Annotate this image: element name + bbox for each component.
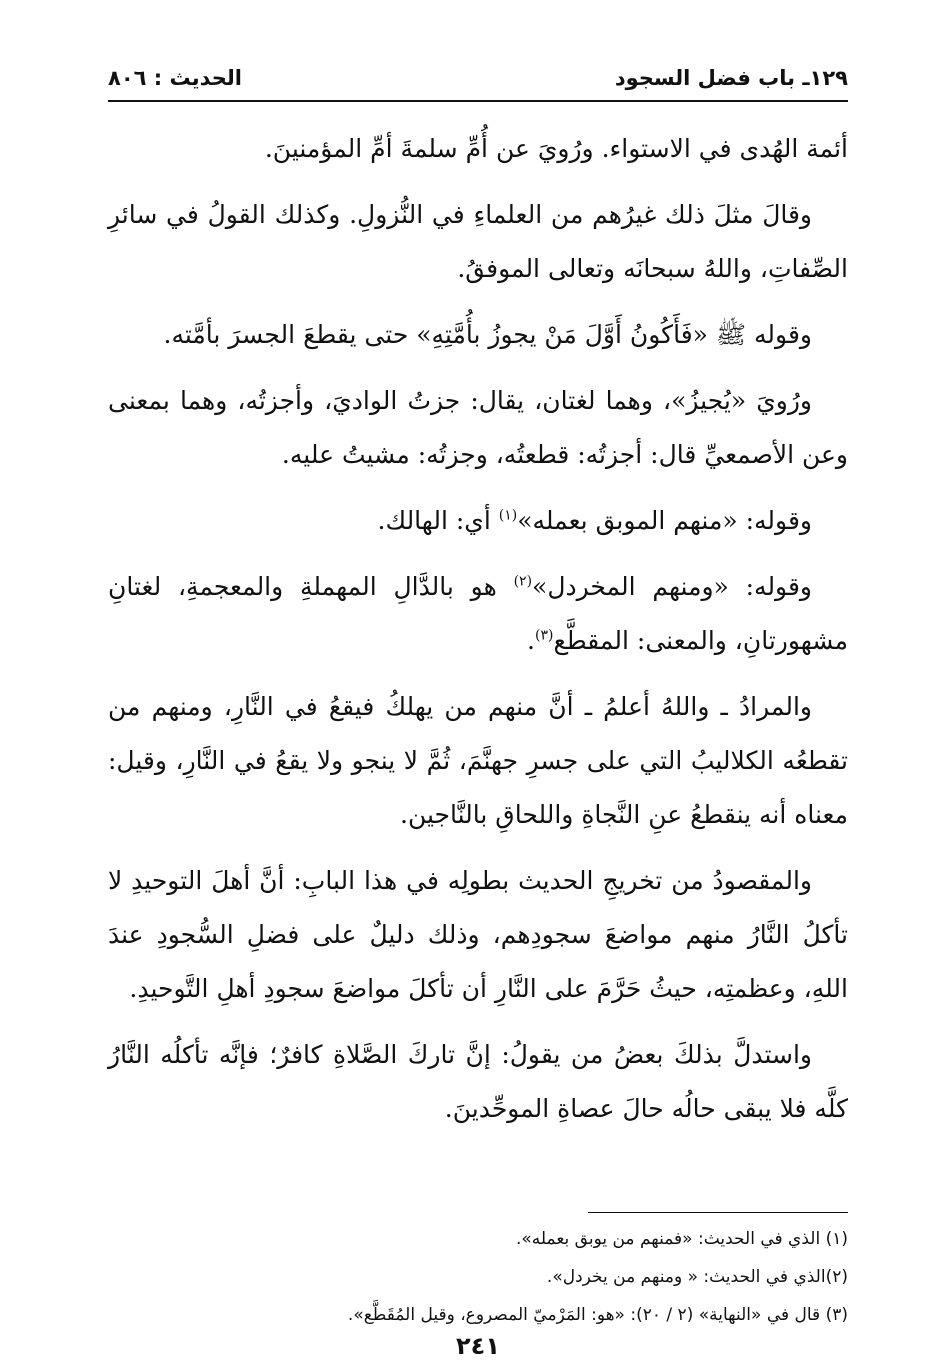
paragraph: وقوله ﷺ «فَأَكُونُ أَوَّلَ مَنْ يجوزُ بأُمَّتِهِ» حتى يقطعَ الجسرَ بأمَّته.: [163, 320, 812, 349]
chapter-title: ١٢٩ـ باب فضل السجود: [614, 66, 848, 90]
paragraph: والمرادُ ـ واللهُ أعلمُ ـ أنَّ منهم من يهلكُ فيقعُ في النَّارِ، ومنهم من تقطعُه الكلاليبُ التي على جسرِ جهنَّمَ، ثُمَّ لا ينجو ولا يقعُ في النَّارِ، وقيل: معناه أنه ينقطعُ عنِ النَّجاةِ واللحاقِ بالنَّاجين.: [108, 692, 848, 829]
footnote-marker: (٣): [535, 627, 554, 644]
paragraph-text: أي: الهالك.: [377, 506, 499, 535]
footnote: (٢)الذي في الحديث: « ومنهم من يخردل».: [546, 1267, 848, 1287]
document-page: [108, 60, 848, 1360]
paragraph: أئمة الهُدى في الاستواء. ورُويَ عن أُمِّ سلمةَ أمِّ المؤمنينَ.: [264, 134, 848, 163]
main-text: [108, 122, 848, 1148]
footnote-divider: [588, 1212, 848, 1213]
quote-text: وقوله: «منهم الموبق بعمله»: [517, 506, 812, 535]
paragraph-text: .: [527, 626, 535, 655]
paragraph: [108, 494, 848, 548]
paragraph: واستدلَّ بذلكَ بعضُ من يقولُ: إنَّ تاركَ الصَّلاةِ كافرٌ؛ فإنَّه تأكلُه النَّارُ كلَّه فلا يبقى حالُه حالَ عصاةِ الموحِّدينَ.: [108, 1040, 848, 1123]
paragraph: ورُويَ «يُجيزُ»، وهما لغتان، يقال: جزتُ الواديَ، وأجزتُه، وهما بمعنى وعن الأصمعيِّ قال: أجزتُه: قطعتُه، وجزتُه: مشيتُ عليه.: [108, 386, 848, 469]
hadith-reference: الحديث : ٨٠٦: [108, 66, 242, 90]
footnote: (٣) قال في «النهاية» (٢ / ٢٠): «هو: المَرْميّ المصروع، وقيل المُقَطَّع».: [347, 1305, 848, 1325]
footnote-marker: (٢): [513, 573, 533, 590]
footnote: (١) الذي في الحديث: «فمنهم من يوبق بعمله».: [515, 1229, 848, 1249]
running-header: [108, 60, 848, 102]
paragraph: وقالَ مثلَ ذلك غيرُهم من العلماءِ في النُّزولِ. وكذلك القولُ في سائرِ الصِّفاتِ، واللهُ سبحانَه وتعالى الموفقُ.: [108, 200, 848, 283]
paragraph: والمقصودُ من تخريجِ الحديث بطولِه في هذا البابِ: أنَّ أهلَ التوحيدِ لا تأكلُ النَّارُ منهم مواضعَ سجودِهم، وذلك دليلٌ على فضلِ السُّجودِ عندَ اللهِ، وعظمتِه، حيثُ حَرَّمَ على النَّارِ أن تأكلَ مواضعَ سجودِ أهلِ التَّوحيدِ.: [108, 866, 848, 1003]
page-number: ٢٤١: [456, 1332, 500, 1360]
quote-text: وقوله: «ومنهم المخردل»: [532, 572, 812, 601]
footnote-marker: (١): [498, 507, 518, 524]
paragraph: [108, 560, 848, 668]
footnotes: [108, 1220, 848, 1334]
paragraph-text: هو بالدَّالِ المهملةِ والمعجمةِ، لغتانِ مشهورتانِ، والمعنى: المقطَّع: [108, 572, 848, 655]
